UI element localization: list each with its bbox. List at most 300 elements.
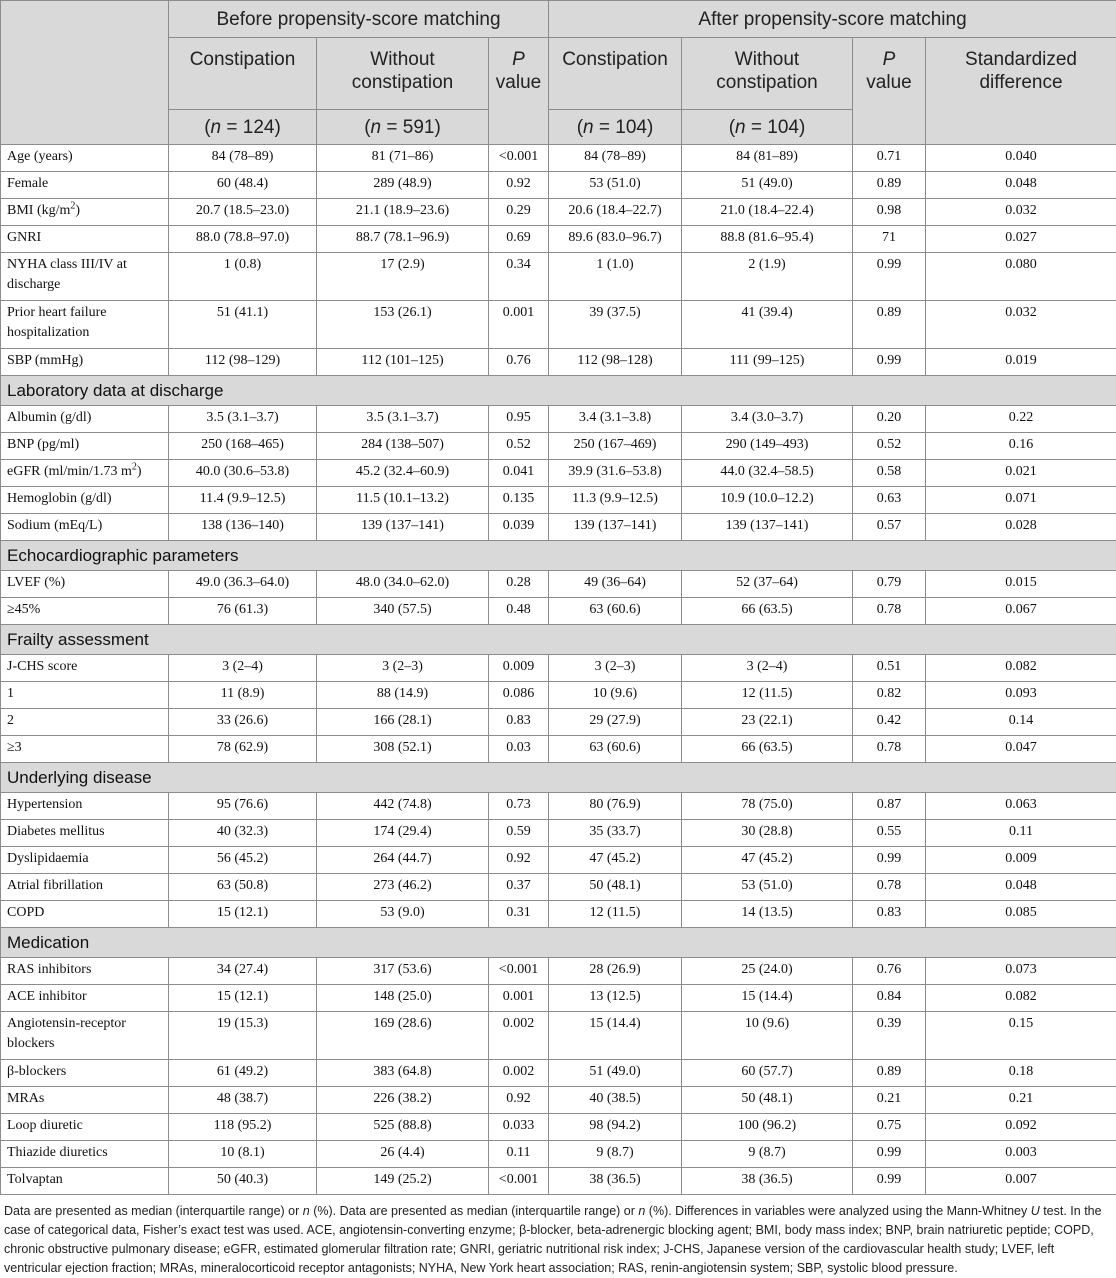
row-label-cell bbox=[1, 1087, 169, 1114]
cell-after-constipation: 11.3 (9.9–12.5) bbox=[549, 487, 682, 514]
table-row bbox=[1, 655, 1116, 682]
table-row bbox=[1, 1012, 1116, 1060]
table-row bbox=[1, 682, 1116, 709]
cell-after-p-value: 0.79 bbox=[853, 571, 926, 598]
cell-after-without-constipation: 47 (45.2) bbox=[682, 847, 853, 874]
cell-standardized-difference: 0.15 bbox=[926, 1012, 1116, 1060]
table-row bbox=[1, 199, 1116, 226]
row-label: eGFR (ml/min/1.73 m bbox=[7, 464, 132, 479]
cell-standardized-difference: 0.047 bbox=[926, 736, 1116, 763]
cell-before-without-constipation: 26 (4.4) bbox=[317, 1141, 489, 1168]
cell-after-constipation: 39.9 (31.6–53.8) bbox=[549, 460, 682, 487]
table-row bbox=[1, 709, 1116, 736]
cell-after-without-constipation: 44.0 (32.4–58.5) bbox=[682, 460, 853, 487]
section-header-row bbox=[1, 541, 1116, 571]
cell-standardized-difference: 0.16 bbox=[926, 433, 1116, 460]
table-row bbox=[1, 172, 1116, 199]
header-p-rest: value bbox=[496, 72, 541, 93]
row-label-cell bbox=[1, 736, 169, 763]
cell-after-without-constipation: 2 (1.9) bbox=[682, 253, 853, 301]
footnote-text: test. In the case of categorical data, Fisher’s exact test was used. ACE, angiotensin-converting enzyme; β-blocker, beta-adrenergic blocking agent; BMI, body mass index; BNP, brain natriuretic peptide; COPD, chronic obstructive pulmonary disease; eGFR, estimated glomerular filtration rate; GNRI, geriatric nutritional risk index; J-CHS, Japanese version of the cardiovascular health study; LVEF, left ventricular ejection fraction; MRAs, mineralocorticoid receptor antagonists; NYHA, New York heart association; RAS, renin-angiotensin system; SBP, systolic blood pressure. bbox=[4, 1204, 1102, 1275]
cell-before-p-value: 0.37 bbox=[489, 874, 549, 901]
n-value: = 124) bbox=[221, 117, 281, 138]
cell-standardized-difference: 0.048 bbox=[926, 172, 1116, 199]
cell-after-constipation: 84 (78–89) bbox=[549, 145, 682, 172]
cell-before-without-constipation: 289 (48.9) bbox=[317, 172, 489, 199]
cell-standardized-difference: 0.009 bbox=[926, 847, 1116, 874]
cell-before-constipation: 118 (95.2) bbox=[169, 1114, 317, 1141]
cell-before-constipation: 51 (41.1) bbox=[169, 301, 317, 349]
cell-after-constipation: 53 (51.0) bbox=[549, 172, 682, 199]
row-label-cell bbox=[1, 1060, 169, 1087]
cell-after-constipation: 63 (60.6) bbox=[549, 598, 682, 625]
row-label: Diabetes mellitus bbox=[7, 824, 105, 839]
cell-before-p-value: 0.009 bbox=[489, 655, 549, 682]
section-title: Frailty assessment bbox=[1, 625, 1116, 655]
footnote-text: Data are presented as median (interquartile range) or bbox=[4, 1204, 303, 1218]
cell-after-p-value: 0.98 bbox=[853, 199, 926, 226]
header-group-after: After propensity-score matching bbox=[549, 1, 1116, 38]
row-label: β-blockers bbox=[7, 1064, 66, 1079]
cell-before-constipation: 84 (78–89) bbox=[169, 145, 317, 172]
header-n-after-constipation: (n = 104) bbox=[549, 110, 682, 145]
row-label: Prior heart failure hospitalization bbox=[7, 305, 107, 340]
cell-before-constipation: 33 (26.6) bbox=[169, 709, 317, 736]
row-label-cell bbox=[1, 655, 169, 682]
footnote-n: n bbox=[303, 1204, 310, 1218]
row-label: BNP (pg/ml) bbox=[7, 437, 79, 452]
cell-after-p-value: 0.99 bbox=[853, 847, 926, 874]
cell-after-without-constipation: 10.9 (10.0–12.2) bbox=[682, 487, 853, 514]
row-label: Age (years) bbox=[7, 149, 73, 164]
row-label-cell bbox=[1, 571, 169, 598]
cell-before-p-value: 0.039 bbox=[489, 514, 549, 541]
cell-after-without-constipation: 139 (137–141) bbox=[682, 514, 853, 541]
cell-before-p-value: 0.002 bbox=[489, 1060, 549, 1087]
header-after-without-constipation: Without constipation bbox=[682, 38, 853, 110]
row-label: Angiotensin-receptor blockers bbox=[7, 1016, 126, 1051]
cell-before-without-constipation: 112 (101–125) bbox=[317, 349, 489, 376]
cell-before-constipation: 63 (50.8) bbox=[169, 874, 317, 901]
footnote-text: (%). Differences in variables were analyzed using the Mann-Whitney bbox=[645, 1204, 1030, 1218]
cell-before-constipation: 61 (49.2) bbox=[169, 1060, 317, 1087]
table-row bbox=[1, 820, 1116, 847]
cell-after-constipation: 3 (2–3) bbox=[549, 655, 682, 682]
row-label-cell bbox=[1, 793, 169, 820]
table-row bbox=[1, 1087, 1116, 1114]
cell-after-without-constipation: 84 (81–89) bbox=[682, 145, 853, 172]
row-label: Thiazide diuretics bbox=[7, 1145, 108, 1160]
cell-after-p-value: 0.89 bbox=[853, 172, 926, 199]
cell-before-constipation: 34 (27.4) bbox=[169, 958, 317, 985]
n-italic: n bbox=[583, 117, 594, 138]
cell-before-p-value: 0.31 bbox=[489, 901, 549, 928]
cell-before-without-constipation: 81 (71–86) bbox=[317, 145, 489, 172]
cell-before-p-value: 0.002 bbox=[489, 1012, 549, 1060]
table-row bbox=[1, 487, 1116, 514]
cell-before-without-constipation: 317 (53.6) bbox=[317, 958, 489, 985]
cell-before-p-value: 0.59 bbox=[489, 820, 549, 847]
cell-standardized-difference: 0.22 bbox=[926, 406, 1116, 433]
cell-before-p-value: 0.34 bbox=[489, 253, 549, 301]
table-row bbox=[1, 514, 1116, 541]
row-label-cell bbox=[1, 145, 169, 172]
footnote-n: n bbox=[638, 1204, 645, 1218]
header-n-after-without: (n = 104) bbox=[682, 110, 853, 145]
cell-after-without-constipation: 88.8 (81.6–95.4) bbox=[682, 226, 853, 253]
cell-after-constipation: 89.6 (83.0–96.7) bbox=[549, 226, 682, 253]
footnote-u: U bbox=[1031, 1204, 1040, 1218]
cell-after-p-value: 0.89 bbox=[853, 1060, 926, 1087]
cell-standardized-difference: 0.021 bbox=[926, 460, 1116, 487]
cell-standardized-difference: 0.048 bbox=[926, 874, 1116, 901]
row-label-superscript: 2 bbox=[132, 461, 137, 472]
cell-before-without-constipation: 174 (29.4) bbox=[317, 820, 489, 847]
header-n-before-constipation: (n = 124) bbox=[169, 110, 317, 145]
cell-after-without-constipation: 9 (8.7) bbox=[682, 1141, 853, 1168]
cell-after-without-constipation: 21.0 (18.4–22.4) bbox=[682, 199, 853, 226]
table-row bbox=[1, 1060, 1116, 1087]
cell-after-p-value: 0.87 bbox=[853, 793, 926, 820]
row-label-suffix: ) bbox=[137, 464, 142, 479]
cell-after-p-value: 0.78 bbox=[853, 736, 926, 763]
cell-after-constipation: 112 (98–128) bbox=[549, 349, 682, 376]
cell-before-without-constipation: 166 (28.1) bbox=[317, 709, 489, 736]
cell-before-p-value: 0.135 bbox=[489, 487, 549, 514]
cell-standardized-difference: 0.063 bbox=[926, 793, 1116, 820]
cell-before-without-constipation: 148 (25.0) bbox=[317, 985, 489, 1012]
n-value: = 591) bbox=[381, 117, 441, 138]
cell-after-without-constipation: 53 (51.0) bbox=[682, 874, 853, 901]
row-label-cell bbox=[1, 172, 169, 199]
cell-after-p-value: 0.57 bbox=[853, 514, 926, 541]
cell-after-constipation: 51 (49.0) bbox=[549, 1060, 682, 1087]
cell-after-without-constipation: 66 (63.5) bbox=[682, 736, 853, 763]
row-label: RAS inhibitors bbox=[7, 962, 91, 977]
cell-before-constipation: 78 (62.9) bbox=[169, 736, 317, 763]
header-row-groups bbox=[1, 1, 1116, 38]
cell-after-p-value: 0.71 bbox=[853, 145, 926, 172]
cell-after-p-value: 0.21 bbox=[853, 1087, 926, 1114]
row-label: Hemoglobin (g/dl) bbox=[7, 491, 112, 506]
row-label: NYHA class III/IV at discharge bbox=[7, 257, 127, 292]
row-label: MRAs bbox=[7, 1091, 44, 1106]
cell-after-p-value: 0.84 bbox=[853, 985, 926, 1012]
cell-after-constipation: 250 (167–469) bbox=[549, 433, 682, 460]
section-header-row bbox=[1, 928, 1116, 958]
header-group-before: Before propensity-score matching bbox=[169, 1, 549, 38]
cell-after-constipation: 63 (60.6) bbox=[549, 736, 682, 763]
cell-before-constipation: 250 (168–465) bbox=[169, 433, 317, 460]
cell-before-p-value: <0.001 bbox=[489, 958, 549, 985]
table-row bbox=[1, 598, 1116, 625]
cell-after-constipation: 139 (137–141) bbox=[549, 514, 682, 541]
cell-before-constipation: 60 (48.4) bbox=[169, 172, 317, 199]
row-label: Hypertension bbox=[7, 797, 82, 812]
cell-before-p-value: 0.92 bbox=[489, 847, 549, 874]
table-row bbox=[1, 145, 1116, 172]
row-label-cell bbox=[1, 514, 169, 541]
cell-before-p-value: 0.92 bbox=[489, 172, 549, 199]
cell-after-p-value: 0.52 bbox=[853, 433, 926, 460]
table-row bbox=[1, 1141, 1116, 1168]
cell-before-p-value: 0.001 bbox=[489, 985, 549, 1012]
cell-after-constipation: 13 (12.5) bbox=[549, 985, 682, 1012]
cell-before-p-value: 0.48 bbox=[489, 598, 549, 625]
cell-before-constipation: 15 (12.1) bbox=[169, 985, 317, 1012]
cell-standardized-difference: 0.21 bbox=[926, 1087, 1116, 1114]
row-label: GNRI bbox=[7, 230, 41, 245]
row-label-cell bbox=[1, 1168, 169, 1195]
cell-after-constipation: 49 (36–64) bbox=[549, 571, 682, 598]
cell-before-constipation: 95 (76.6) bbox=[169, 793, 317, 820]
cell-before-p-value: <0.001 bbox=[489, 1168, 549, 1195]
table-row bbox=[1, 349, 1116, 376]
cell-before-constipation: 50 (40.3) bbox=[169, 1168, 317, 1195]
cell-before-p-value: 0.76 bbox=[489, 349, 549, 376]
cell-after-without-constipation: 290 (149–493) bbox=[682, 433, 853, 460]
cell-before-constipation: 49.0 (36.3–64.0) bbox=[169, 571, 317, 598]
footnote-text: (%). Data are presented as median (interquartile range) or bbox=[310, 1204, 639, 1218]
cell-after-p-value: 71 bbox=[853, 226, 926, 253]
row-label-cell bbox=[1, 709, 169, 736]
cell-after-p-value: 0.51 bbox=[853, 655, 926, 682]
cell-standardized-difference: 0.015 bbox=[926, 571, 1116, 598]
cell-after-without-constipation: 25 (24.0) bbox=[682, 958, 853, 985]
row-label-cell bbox=[1, 874, 169, 901]
cell-before-without-constipation: 88 (14.9) bbox=[317, 682, 489, 709]
cell-after-p-value: 0.78 bbox=[853, 598, 926, 625]
cell-standardized-difference: 0.040 bbox=[926, 145, 1116, 172]
cell-before-p-value: 0.29 bbox=[489, 199, 549, 226]
table-body bbox=[1, 145, 1116, 1195]
row-label-cell bbox=[1, 682, 169, 709]
cell-before-without-constipation: 11.5 (10.1–13.2) bbox=[317, 487, 489, 514]
cell-after-without-constipation: 3.4 (3.0–3.7) bbox=[682, 406, 853, 433]
cell-before-constipation: 138 (136–140) bbox=[169, 514, 317, 541]
cell-before-constipation: 19 (15.3) bbox=[169, 1012, 317, 1060]
cell-before-p-value: 0.001 bbox=[489, 301, 549, 349]
header-p-italic: P bbox=[883, 49, 896, 70]
cell-after-without-constipation: 51 (49.0) bbox=[682, 172, 853, 199]
cell-after-without-constipation: 10 (9.6) bbox=[682, 1012, 853, 1060]
cell-after-without-constipation: 100 (96.2) bbox=[682, 1114, 853, 1141]
row-label: Atrial fibrillation bbox=[7, 878, 103, 893]
table-row bbox=[1, 1168, 1116, 1195]
cell-after-constipation: 28 (26.9) bbox=[549, 958, 682, 985]
section-title: Medication bbox=[1, 928, 1116, 958]
cell-before-p-value: 0.95 bbox=[489, 406, 549, 433]
table-row bbox=[1, 793, 1116, 820]
cell-after-constipation: 10 (9.6) bbox=[549, 682, 682, 709]
row-label: Tolvaptan bbox=[7, 1172, 63, 1187]
cell-before-constipation: 20.7 (18.5–23.0) bbox=[169, 199, 317, 226]
row-label-cell bbox=[1, 253, 169, 301]
n-italic: n bbox=[211, 117, 222, 138]
cell-before-constipation: 11.4 (9.9–12.5) bbox=[169, 487, 317, 514]
cell-after-p-value: 0.99 bbox=[853, 1141, 926, 1168]
row-label-cell bbox=[1, 847, 169, 874]
cell-after-p-value: 0.99 bbox=[853, 349, 926, 376]
cell-before-constipation: 3.5 (3.1–3.7) bbox=[169, 406, 317, 433]
cell-after-without-constipation: 15 (14.4) bbox=[682, 985, 853, 1012]
table-header bbox=[1, 1, 1116, 145]
cell-after-p-value: 0.20 bbox=[853, 406, 926, 433]
cell-before-without-constipation: 17 (2.9) bbox=[317, 253, 489, 301]
row-label-cell bbox=[1, 598, 169, 625]
row-label: Albumin (g/dl) bbox=[7, 410, 91, 425]
row-label: 2 bbox=[7, 713, 14, 728]
cell-after-p-value: 0.78 bbox=[853, 874, 926, 901]
row-label-superscript: 2 bbox=[70, 200, 75, 211]
table-row bbox=[1, 253, 1116, 301]
cell-before-p-value: 0.73 bbox=[489, 793, 549, 820]
n-value: = 104) bbox=[594, 117, 654, 138]
section-title: Underlying disease bbox=[1, 763, 1116, 793]
cell-before-without-constipation: 3.5 (3.1–3.7) bbox=[317, 406, 489, 433]
cell-before-without-constipation: 525 (88.8) bbox=[317, 1114, 489, 1141]
cell-standardized-difference: 0.11 bbox=[926, 820, 1116, 847]
cell-before-constipation: 1 (0.8) bbox=[169, 253, 317, 301]
row-label: Female bbox=[7, 176, 48, 191]
cell-before-without-constipation: 169 (28.6) bbox=[317, 1012, 489, 1060]
cell-before-constipation: 10 (8.1) bbox=[169, 1141, 317, 1168]
cell-before-p-value: 0.83 bbox=[489, 709, 549, 736]
row-label-suffix: ) bbox=[75, 203, 80, 218]
cell-after-without-constipation: 52 (37–64) bbox=[682, 571, 853, 598]
table-row bbox=[1, 226, 1116, 253]
row-label: LVEF (%) bbox=[7, 575, 65, 590]
cell-standardized-difference: 0.019 bbox=[926, 349, 1116, 376]
cell-after-constipation: 15 (14.4) bbox=[549, 1012, 682, 1060]
cell-after-constipation: 40 (38.5) bbox=[549, 1087, 682, 1114]
header-before-without-constipation: Without constipation bbox=[317, 38, 489, 110]
n-italic: n bbox=[735, 117, 746, 138]
cell-before-without-constipation: 308 (52.1) bbox=[317, 736, 489, 763]
header-p-rest: value bbox=[866, 72, 911, 93]
header-p-italic: P bbox=[512, 49, 525, 70]
cell-standardized-difference: 0.093 bbox=[926, 682, 1116, 709]
row-label: Sodium (mEq/L) bbox=[7, 518, 102, 533]
row-label-cell bbox=[1, 349, 169, 376]
cell-before-without-constipation: 48.0 (34.0–62.0) bbox=[317, 571, 489, 598]
table-row bbox=[1, 1114, 1116, 1141]
row-label: ≥45% bbox=[7, 602, 40, 617]
cell-before-without-constipation: 149 (25.2) bbox=[317, 1168, 489, 1195]
table-row bbox=[1, 433, 1116, 460]
header-before-p-value bbox=[489, 38, 549, 145]
cell-after-constipation: 20.6 (18.4–22.7) bbox=[549, 199, 682, 226]
cell-after-p-value: 0.42 bbox=[853, 709, 926, 736]
header-standardized-difference: Standardized difference bbox=[926, 38, 1116, 145]
cell-after-without-constipation: 66 (63.5) bbox=[682, 598, 853, 625]
cell-before-without-constipation: 3 (2–3) bbox=[317, 655, 489, 682]
cell-after-without-constipation: 12 (11.5) bbox=[682, 682, 853, 709]
cell-before-without-constipation: 226 (38.2) bbox=[317, 1087, 489, 1114]
table-row bbox=[1, 406, 1116, 433]
row-label-cell bbox=[1, 1141, 169, 1168]
cell-before-without-constipation: 45.2 (32.4–60.9) bbox=[317, 460, 489, 487]
cell-after-p-value: 0.89 bbox=[853, 301, 926, 349]
cell-after-constipation: 80 (76.9) bbox=[549, 793, 682, 820]
cell-before-without-constipation: 284 (138–507) bbox=[317, 433, 489, 460]
header-after-constipation: Constipation bbox=[549, 38, 682, 110]
header-before-constipation: Constipation bbox=[169, 38, 317, 110]
cell-standardized-difference: 0.003 bbox=[926, 1141, 1116, 1168]
row-label-cell bbox=[1, 226, 169, 253]
cell-before-p-value: 0.28 bbox=[489, 571, 549, 598]
cell-after-without-constipation: 60 (57.7) bbox=[682, 1060, 853, 1087]
cell-after-p-value: 0.63 bbox=[853, 487, 926, 514]
cell-standardized-difference: 0.073 bbox=[926, 958, 1116, 985]
cell-after-p-value: 0.82 bbox=[853, 682, 926, 709]
cell-after-constipation: 1 (1.0) bbox=[549, 253, 682, 301]
cell-after-constipation: 98 (94.2) bbox=[549, 1114, 682, 1141]
cell-before-without-constipation: 21.1 (18.9–23.6) bbox=[317, 199, 489, 226]
cell-after-p-value: 0.76 bbox=[853, 958, 926, 985]
cell-after-constipation: 39 (37.5) bbox=[549, 301, 682, 349]
cell-after-without-constipation: 30 (28.8) bbox=[682, 820, 853, 847]
header-n-before-without: (n = 591) bbox=[317, 110, 489, 145]
row-label-cell bbox=[1, 820, 169, 847]
cell-after-p-value: 0.58 bbox=[853, 460, 926, 487]
cell-before-p-value: 0.033 bbox=[489, 1114, 549, 1141]
cell-standardized-difference: 0.080 bbox=[926, 253, 1116, 301]
cell-standardized-difference: 0.032 bbox=[926, 301, 1116, 349]
cell-after-p-value: 0.55 bbox=[853, 820, 926, 847]
cell-after-constipation: 9 (8.7) bbox=[549, 1141, 682, 1168]
table-row bbox=[1, 847, 1116, 874]
cell-before-without-constipation: 340 (57.5) bbox=[317, 598, 489, 625]
cell-standardized-difference: 0.027 bbox=[926, 226, 1116, 253]
cell-after-p-value: 0.99 bbox=[853, 253, 926, 301]
row-label-cell bbox=[1, 460, 169, 487]
section-header-row bbox=[1, 763, 1116, 793]
header-corner-cell bbox=[1, 1, 169, 145]
table-row bbox=[1, 301, 1116, 349]
row-label: ACE inhibitor bbox=[7, 989, 87, 1004]
cell-after-p-value: 0.39 bbox=[853, 1012, 926, 1060]
cell-before-without-constipation: 153 (26.1) bbox=[317, 301, 489, 349]
cell-after-constipation: 38 (36.5) bbox=[549, 1168, 682, 1195]
cell-before-constipation: 3 (2–4) bbox=[169, 655, 317, 682]
row-label-cell bbox=[1, 901, 169, 928]
cell-standardized-difference: 0.071 bbox=[926, 487, 1116, 514]
section-header-row bbox=[1, 376, 1116, 406]
cell-before-p-value: 0.041 bbox=[489, 460, 549, 487]
section-title: Echocardiographic parameters bbox=[1, 541, 1116, 571]
cell-before-p-value: 0.11 bbox=[489, 1141, 549, 1168]
cell-before-without-constipation: 139 (137–141) bbox=[317, 514, 489, 541]
cell-after-constipation: 3.4 (3.1–3.8) bbox=[549, 406, 682, 433]
cell-before-constipation: 11 (8.9) bbox=[169, 682, 317, 709]
row-label-cell bbox=[1, 199, 169, 226]
cell-before-p-value: 0.52 bbox=[489, 433, 549, 460]
cell-before-p-value: 0.92 bbox=[489, 1087, 549, 1114]
cell-after-constipation: 35 (33.7) bbox=[549, 820, 682, 847]
cell-after-p-value: 0.75 bbox=[853, 1114, 926, 1141]
cell-after-p-value: 0.83 bbox=[853, 901, 926, 928]
cell-standardized-difference: 0.028 bbox=[926, 514, 1116, 541]
cell-standardized-difference: 0.032 bbox=[926, 199, 1116, 226]
cell-before-without-constipation: 383 (64.8) bbox=[317, 1060, 489, 1087]
row-label-cell bbox=[1, 958, 169, 985]
row-label: BMI (kg/m bbox=[7, 203, 70, 218]
section-title: Laboratory data at discharge bbox=[1, 376, 1116, 406]
cell-before-constipation: 76 (61.3) bbox=[169, 598, 317, 625]
n-italic: n bbox=[371, 117, 382, 138]
cell-before-p-value: <0.001 bbox=[489, 145, 549, 172]
